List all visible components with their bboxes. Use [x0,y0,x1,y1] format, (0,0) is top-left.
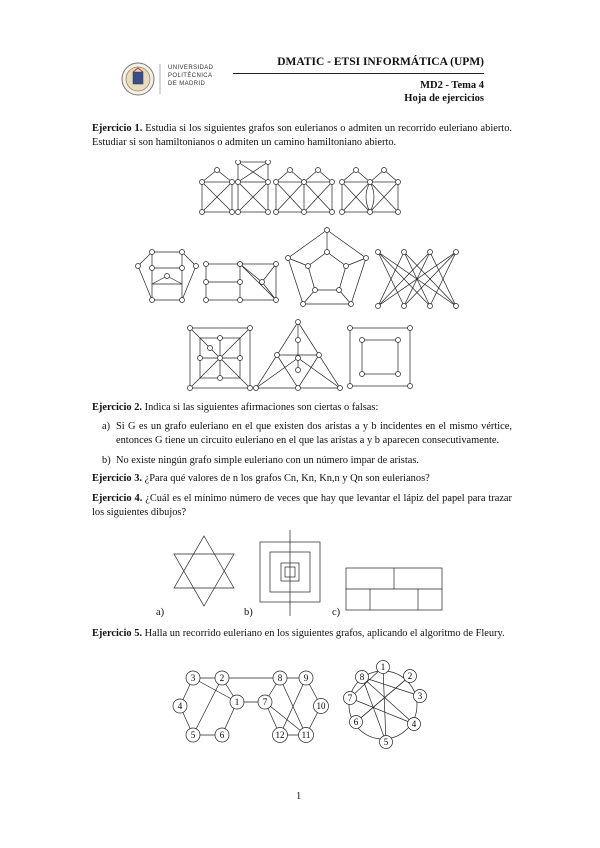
page-number: 1 [296,791,302,802]
exercise-4-label: Ejercicio 4. [92,493,143,504]
svg-text:1: 1 [380,662,386,672]
exercise-1 [92,122,512,150]
exercise-1-text: Estudia si los siguientes grafos son eulerianos o admiten un recorrido euleriano abierto. Estudiar si son hamiltonianos o admiten un camino hamiltoniano abierto. [92,123,512,149]
graph1-node-11 [299,728,314,743]
exercise-4-drawings [0,524,600,624]
exercise-2 [92,401,512,415]
sheet-title: Hoja de ejercicios [404,93,484,104]
topic-title: MD2 - Tema 4 [420,80,484,91]
graph2-node-1 [377,661,390,674]
graph-2-2 [204,262,279,303]
item-b-label: b) [102,455,111,466]
svg-text:8: 8 [359,672,365,682]
university-line-1: UNIVERSIDAD [168,65,214,71]
graph-2-4-bipartite [376,250,459,309]
graph1-node-12 [273,728,288,743]
graph1-node-6 [215,728,229,742]
graph-2-1 [136,250,199,303]
svg-text:7: 7 [347,693,353,703]
exercise-5-text: Halla un recorrido euleriano en los siguientes grafos, aplicando el algoritmo de Fleury. [144,628,505,639]
graph2-node-7 [344,692,357,705]
svg-text:4: 4 [177,701,183,711]
graph-1-1 [200,168,235,215]
svg-text:10: 10 [316,701,326,711]
svg-text:6: 6 [219,730,225,740]
exercise-4-text: ¿Cuál es el mínimo número de veces que hay que levantar el lápiz del papel para trazar los siguientes dibujos? [92,493,513,519]
exercise-2-label: Ejercicio 2. [92,402,143,413]
exercise-1-graphs [0,160,600,395]
item-a-label: a) [102,421,111,432]
svg-text:5: 5 [383,737,389,747]
svg-text:4: 4 [411,719,417,729]
graph2-node-8 [356,671,369,684]
nested-squares-drawing [260,530,320,616]
fleury-graph-1-nodes [173,671,329,743]
svg-text:8: 8 [277,673,283,683]
svg-text:6: 6 [353,717,359,727]
graph2-node-3 [414,690,427,703]
graph1-node-9 [299,671,313,685]
svg-text:3: 3 [190,673,196,683]
svg-text:11: 11 [301,730,311,740]
graph1-node-2 [215,671,229,685]
graph2-node-5 [380,736,393,749]
drawing-b-label: b) [244,607,253,618]
graph-3-3 [348,326,413,389]
exercise-5 [92,627,512,641]
exercise-3-label: Ejercicio 3. [92,473,143,484]
graph1-node-10 [314,699,329,714]
exercise-5-label: Ejercicio 5. [92,628,143,639]
graph-1-3 [274,168,335,215]
graph2-node-4 [408,718,421,731]
graph-3-2 [254,320,343,391]
university-line-3: DE MADRID [168,81,206,87]
graph2-node-2 [404,670,417,683]
star-of-david-drawing [174,536,234,606]
fleury-graph-2-nodes [344,661,427,749]
university-line-2: POLITÉCNICA [168,73,213,79]
graph1-node-5 [186,728,200,742]
exercise-4 [92,492,512,520]
graph1-node-1 [230,695,244,709]
graph1-node-4 [173,699,187,713]
item-a-text: Si G es un grafo euleriano en el que existen dos aristas a y b incidentes en el mismo vértice, entonces G tiene un circuito euleriano en el que las aristas a y b aparecen consecutivamente. [116,421,512,447]
course-title: DMATIC - ETSI INFORMÁTICA (UPM) [277,56,484,68]
graph2-node-6 [350,716,363,729]
svg-text:12: 12 [275,730,285,740]
header-rule [233,73,484,74]
svg-text:3: 3 [417,691,423,701]
exercise-3 [92,472,512,486]
drawing-a-label: a) [156,607,165,618]
university-name [168,64,213,88]
svg-text:5: 5 [190,730,196,740]
exercise-2-item-a [102,420,512,448]
exercise-2-item-b [102,454,512,468]
drawing-c-label: c) [332,607,341,618]
graph-1-2 [236,160,271,215]
exercise-3-text: ¿Para qué valores de n los grafos Cn, Kn, Kn,n y Qn son eulerianos? [144,473,430,484]
exercise-1-label: Ejercicio 1. [92,123,143,134]
graph1-node-3 [186,671,200,685]
exercise-5-graphs [0,650,600,750]
svg-text:2: 2 [407,671,413,681]
graph-3-1 [188,326,253,391]
exercise-2-text: Indica si las siguientes afirmaciones son ciertas o falsas: [144,402,379,413]
graph1-node-8 [273,671,287,685]
graph1-node-7 [258,695,272,709]
svg-text:9: 9 [303,673,309,683]
graph-1-4 [340,168,401,215]
graph-2-3-petersen [286,228,369,307]
fleury-graph-1-edges [177,678,321,735]
svg-text:7: 7 [262,697,268,707]
item-b-text: No existe ningún grafo simple euleriano con un número impar de aristas. [116,455,419,466]
svg-text:2: 2 [219,673,225,683]
brick-rectangles-drawing [346,568,442,610]
svg-text:1: 1 [234,697,240,707]
